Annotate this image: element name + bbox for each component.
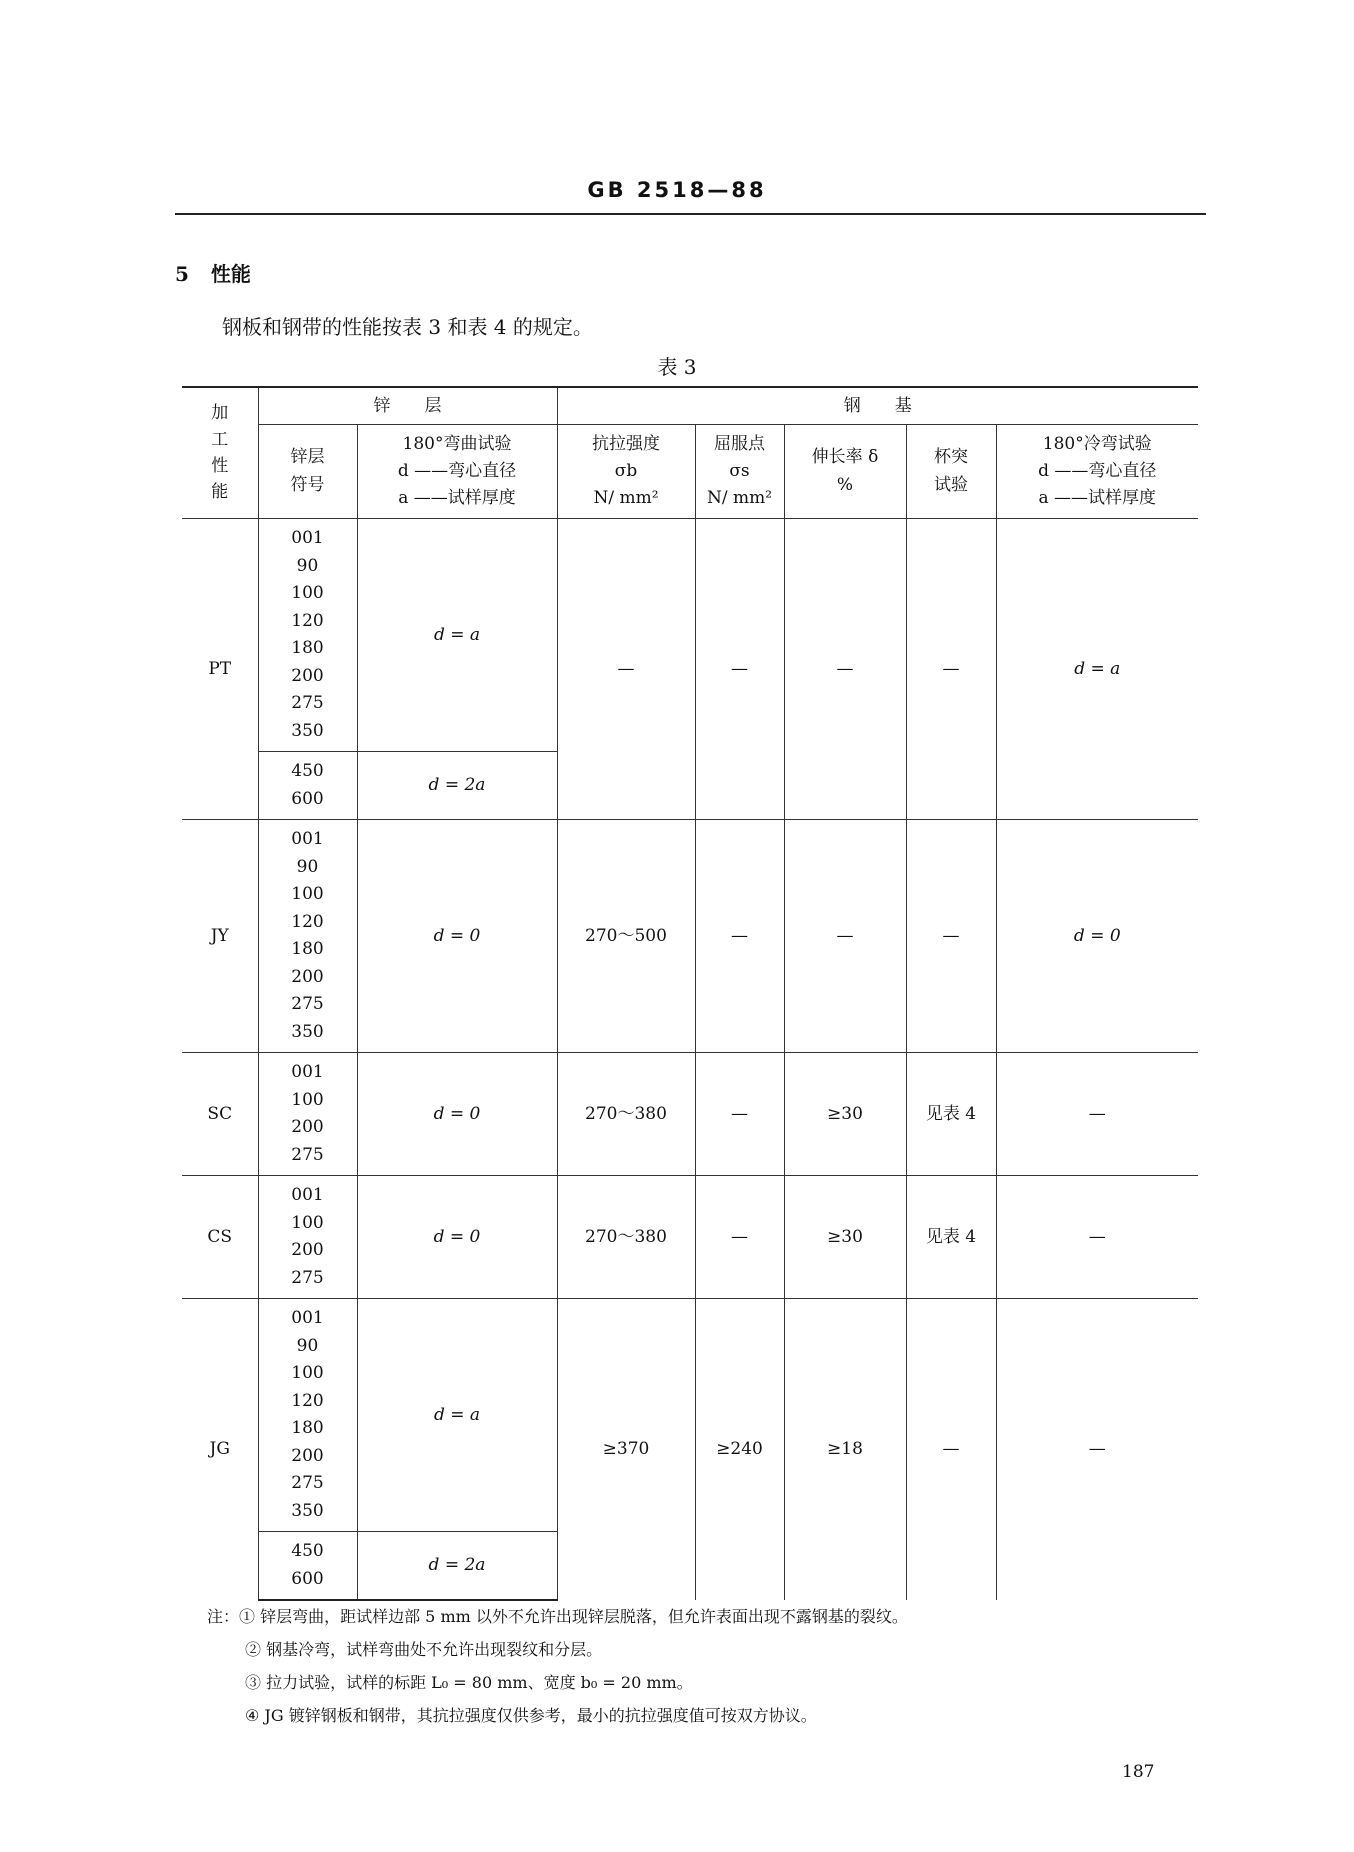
zinc-symbol: 120 xyxy=(291,1390,324,1411)
zinc-symbol: 600 xyxy=(291,788,324,809)
zinc-symbol: 001 xyxy=(291,1185,324,1205)
zinc-symbol: 450 xyxy=(291,1541,324,1561)
header-zinc-bend: 180°弯曲试验 d ——弯心直径 a ——试样厚度 xyxy=(357,425,557,519)
grade-cell: JG xyxy=(182,1299,258,1601)
yield-cell: — xyxy=(695,1053,784,1176)
header-rule xyxy=(175,213,1206,215)
tensile-cell: 270～500 xyxy=(557,820,695,1053)
zinc-symbol: 100 xyxy=(291,1212,324,1233)
zinc-symbol: 200 xyxy=(291,966,324,987)
zinc-symbol: 90 xyxy=(296,555,319,576)
header-zinc-group: 锌 层 xyxy=(258,387,557,425)
zinc-symbol: 275 xyxy=(291,994,324,1014)
zinc-symbol: 100 xyxy=(291,1089,324,1110)
intro-text: 钢板和钢带的性能按表 3 和表 4 的规定。 xyxy=(222,315,593,339)
header-steel-bend: 180°冷弯试验 d ——弯心直径 a ——试样厚度 xyxy=(996,425,1198,519)
yield-cell: ≥240 xyxy=(695,1299,784,1601)
zinc-symbol: 001 xyxy=(291,829,324,849)
zinc-symbol: 100 xyxy=(291,583,324,603)
zinc-symbol: 120 xyxy=(291,911,324,932)
grade-cell: PT xyxy=(182,519,258,820)
cup-cell: — xyxy=(906,1299,996,1601)
grade-cell: SC xyxy=(182,1053,258,1176)
section-heading xyxy=(175,258,273,287)
elongation-cell: — xyxy=(784,820,906,1053)
notes xyxy=(207,1600,908,1732)
zinc-symbol: 600 xyxy=(291,1568,324,1589)
zinc-symbol: 90 xyxy=(296,856,319,877)
tensile-cell: — xyxy=(557,519,695,820)
section-title: 性能 xyxy=(210,262,251,286)
zinc-symbol: 120 xyxy=(291,610,324,631)
header-cup: 杯突 试验 xyxy=(906,425,996,519)
note-2: ② 钢基冷弯，试样弯曲处不允许出现裂纹和分层。 xyxy=(245,1640,603,1659)
yield-cell: — xyxy=(695,1176,784,1299)
zinc-symbol-cell xyxy=(258,1532,357,1601)
note-4: ④ JG 镀锌钢板和钢带，其抗拉强度仅供参考，最小的抗拉强度值可按双方协议。 xyxy=(245,1706,817,1725)
zinc-symbol: 275 xyxy=(291,1144,324,1165)
header-elongation: 伸长率 δ % xyxy=(784,425,906,519)
zinc-bend-cell: d = 2a xyxy=(357,752,557,820)
tensile-cell: 270～380 xyxy=(557,1176,695,1299)
note-3: ③ 拉力试验，试样的标距 L₀ = 80 mm、宽度 b₀ = 20 mm。 xyxy=(245,1673,693,1692)
zinc-symbol: 001 xyxy=(291,1062,324,1082)
cup-cell: — xyxy=(906,519,996,820)
zinc-bend-cell: d = a xyxy=(357,1299,557,1532)
elongation-cell: ≥18 xyxy=(784,1299,906,1601)
zinc-bend-cell: d = 0 xyxy=(357,1053,557,1176)
standard-header: GB 2518—88 xyxy=(587,178,767,202)
zinc-bend-cell: d = 0 xyxy=(357,820,557,1053)
zinc-bend-cell: d = a xyxy=(357,519,557,752)
cup-cell: 见表 4 xyxy=(906,1053,996,1176)
zinc-symbol: 450 xyxy=(291,761,324,781)
header-tensile: 抗拉强度 σb N/ mm² xyxy=(557,425,695,519)
zinc-symbol: 200 xyxy=(291,665,324,686)
performance-table xyxy=(182,386,1198,1601)
steel-bend-cell: d = 0 xyxy=(996,820,1198,1053)
zinc-symbol: 001 xyxy=(291,528,324,548)
zinc-symbol-cell xyxy=(258,820,357,1053)
header-yield: 屈服点 σs N/ mm² xyxy=(695,425,784,519)
tensile-cell: 270～380 xyxy=(557,1053,695,1176)
zinc-symbol: 200 xyxy=(291,1240,324,1260)
yield-cell: — xyxy=(695,519,784,820)
zinc-symbol: 200 xyxy=(291,1445,324,1466)
tensile-cell: ≥370 xyxy=(557,1299,695,1601)
elongation-cell: ≥30 xyxy=(784,1176,906,1299)
page-number: 187 xyxy=(1122,1762,1155,1782)
zinc-symbol: 180 xyxy=(291,638,324,658)
zinc-symbol: 180 xyxy=(291,1418,324,1438)
zinc-symbol-cell xyxy=(258,1176,357,1299)
zinc-symbol: 350 xyxy=(291,720,324,741)
zinc-symbol: 350 xyxy=(291,1500,324,1521)
header-steel-group: 钢 基 xyxy=(557,387,1198,425)
grade-cell: CS xyxy=(182,1176,258,1299)
zinc-symbol: 90 xyxy=(296,1335,319,1356)
cup-cell: 见表 4 xyxy=(906,1176,996,1299)
grade-cell: JY xyxy=(182,820,258,1053)
zinc-symbol: 275 xyxy=(291,1473,324,1493)
zinc-symbol: 350 xyxy=(291,1021,324,1042)
zinc-symbol: 275 xyxy=(291,693,324,713)
zinc-symbol: 180 xyxy=(291,939,324,959)
note-1: 注：① 锌层弯曲，距试样边部 5 mm 以外不允许出现锌层脱落，但允许表面出现不露钢基的裂纹。 xyxy=(207,1607,908,1626)
zinc-bend-cell: d = 2a xyxy=(357,1532,557,1601)
zinc-symbol-cell xyxy=(258,1299,357,1532)
steel-bend-cell: — xyxy=(996,1299,1198,1601)
elongation-cell: — xyxy=(784,519,906,820)
zinc-symbol: 100 xyxy=(291,884,324,904)
steel-bend-cell: — xyxy=(996,1053,1198,1176)
steel-bend-cell: — xyxy=(996,1176,1198,1299)
yield-cell: — xyxy=(695,820,784,1053)
header-processing: 加 工 性 能 xyxy=(182,387,258,519)
elongation-cell: ≥30 xyxy=(784,1053,906,1176)
zinc-symbol-cell xyxy=(258,519,357,752)
steel-bend-cell: d = a xyxy=(996,519,1198,820)
zinc-symbol-cell xyxy=(258,752,357,820)
zinc-symbol-cell xyxy=(258,1053,357,1176)
zinc-symbol: 100 xyxy=(291,1363,324,1383)
zinc-bend-cell: d = 0 xyxy=(357,1176,557,1299)
section-number: 5 xyxy=(175,262,189,286)
header-zinc-symbol: 锌层 符号 xyxy=(258,425,357,519)
zinc-symbol: 001 xyxy=(291,1308,324,1328)
zinc-symbol: 200 xyxy=(291,1117,324,1137)
zinc-symbol: 275 xyxy=(291,1267,324,1288)
cup-cell: — xyxy=(906,820,996,1053)
table-caption: 表 3 xyxy=(657,355,697,379)
